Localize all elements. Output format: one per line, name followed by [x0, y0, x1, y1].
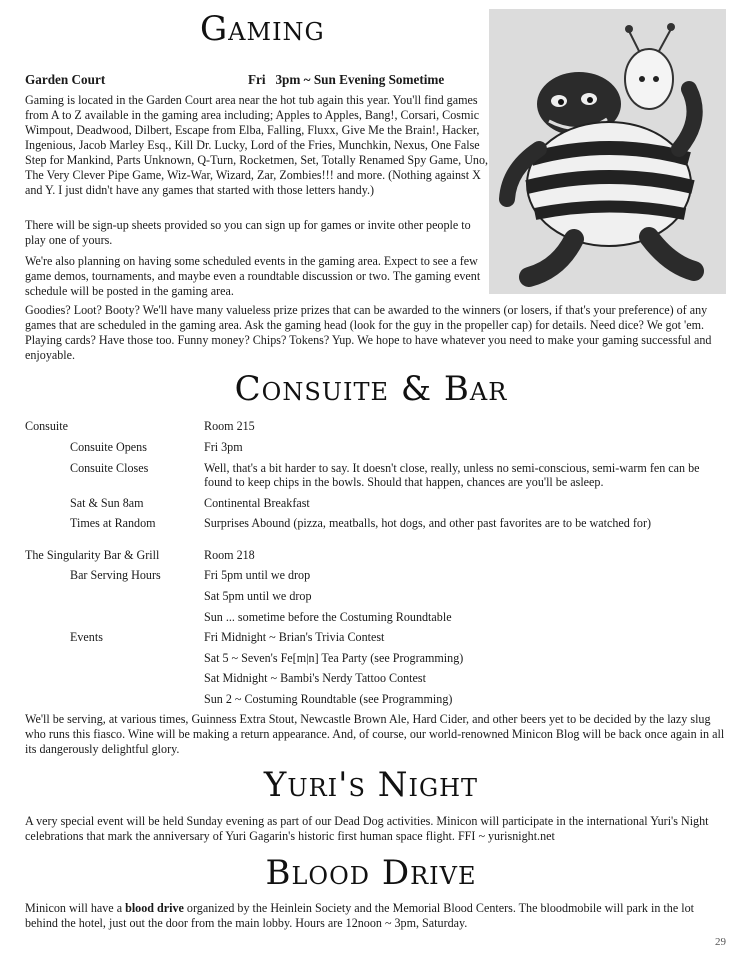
bar-paragraph: We'll be serving, at various times, Guinness Extra Stout, Newcastle Brown Ale, Hard Cider, and other beers yet to be decided by the lazy slug who runs this fiasco. Wine will be making a return appearance. And, of course, our world-renowned Minicon Blog will be back once again in all its dangerously delightful glory. — [25, 712, 725, 756]
gaming-paragraph-3: We're also planning on having some scheduled events in the gaming area. Expect to see a few game demos, tournaments, and maybe even a roundtable discussion or two. The gaming event schedule will be posted in the gaming area. — [25, 254, 481, 298]
schedule-label: The Singularity Bar & Grill — [25, 548, 160, 562]
schedule-value: Surprises Abound (pizza, meatballs, hot dogs, and other past favorites are to be watched for) — [204, 516, 652, 530]
schedule-value: Sat 5 ~ Seven's Fe[m|n] Tea Party (see Programming) — [204, 651, 464, 665]
schedule-value: Room 218 — [204, 548, 255, 562]
gaming-location: Garden Court — [25, 72, 106, 87]
page-number: 29 — [715, 936, 726, 948]
yuri-heading: Yuri's Night — [263, 765, 479, 805]
schedule-label: Consuite Closes — [70, 461, 149, 475]
blood-paragraph — [25, 901, 725, 931]
schedule-value: Sat Midnight ~ Bambi's Nerdy Tattoo Contest — [204, 671, 426, 685]
gaming-paragraph-1: Gaming is located in the Garden Court area near the hot tub again this year. You'll find games from A to Z available in the gaming area including; Apples to Apples, Bang!, Corsari, Cosmic Wimpout, Deadwood, Dilbert, Escape from Elba, Falling, Fluxx, Give Me the Brain!, Hacker, Ingenious, Jacob Marley Esq., Kill Dr. Lucky, Lord of the Fries, Munchkin, Nexus, One False Step for Mankind, Parts Unknown, Q-Turn, Rocketmen, Set, Totally Renamed Spy Game, Uno, The Very Clever Pipe Game, Wiz-War, Wizard, Zar, Zombies!!! and more. (Nothing against X and Y. I just didn't have any games that started with those letters handy.) — [25, 93, 489, 197]
schedule-value: Sun ... sometime before the Costuming Roundtable — [204, 610, 452, 624]
gaming-time: Fri 3pm ~ Sun Evening Sometime — [248, 72, 445, 87]
consuite-heading: Consuite & Bar — [234, 369, 508, 409]
schedule-value: Sat 5pm until we drop — [204, 589, 312, 603]
schedule-value: Continental Breakfast — [204, 496, 310, 510]
schedule-value: Well, that's a bit harder to say. It doesn't close, really, unless no semi-conscious, semi-warm fen can be found to keep chips in the bowls. Should that happen, chances are you'll be asleep. — [204, 461, 700, 489]
blood-heading: Blood Drive — [265, 853, 477, 893]
gaming-heading: Gaming — [200, 9, 325, 49]
schedule-label: Sat & Sun 8am — [70, 496, 144, 510]
schedule-label: Times at Random — [70, 516, 156, 530]
schedule-value: Fri Midnight ~ Brian's Trivia Contest — [204, 630, 385, 644]
schedule-label: Bar Serving Hours — [70, 568, 161, 582]
creature-drawing-icon — [489, 9, 726, 294]
blood-text-pre: Minicon will have a — [25, 901, 126, 915]
schedule-value: Fri 5pm until we drop — [204, 568, 311, 582]
schedule-value: Fri 3pm — [204, 440, 243, 454]
schedule-value: Room 215 — [204, 419, 255, 433]
gaming-illustration — [489, 9, 726, 294]
blood-drive-emphasis: blood drive — [125, 901, 184, 915]
schedule-label: Events — [70, 630, 103, 644]
blood-text-post: organized by the Heinlein Society and the Memorial Blood Centers. The bloodmobile will park in the lot behind the hotel, just out the door from the main lobby. Hours are 12noon ~ 3pm, Saturday. — [25, 901, 694, 930]
schedule-label: Consuite — [25, 419, 69, 433]
gaming-paragraph-2: There will be sign-up sheets provided so you can sign up for games or invite other people to play one of yours. — [25, 218, 471, 247]
gaming-paragraph-4: Goodies? Loot? Booty? We'll have many valueless prize prizes that can be awarded to the winners (or losers, if that's your preference) of any games that are scheduled in the gaming area. Ask the gaming head (look for the guy in the propeller cap) for details. Need dice? We got 'em. Playing cards? Have those too. Funny money? Chips? Tokens? Yup. We hope to have whatever you need to make your gaming successful and enjoyable. — [25, 303, 712, 362]
schedule-label: Consuite Opens — [70, 440, 147, 454]
yuri-paragraph: A very special event will be held Sunday evening as part of our Dead Dog activities. Minicon will participate in the international Yuri's Night celebrations that mark the anniversary of Yuri Gagarin's historic first human space flight. FFI ~ yurisnight.net — [25, 814, 709, 843]
schedule-value: Sun 2 ~ Costuming Roundtable (see Programming) — [204, 692, 453, 706]
